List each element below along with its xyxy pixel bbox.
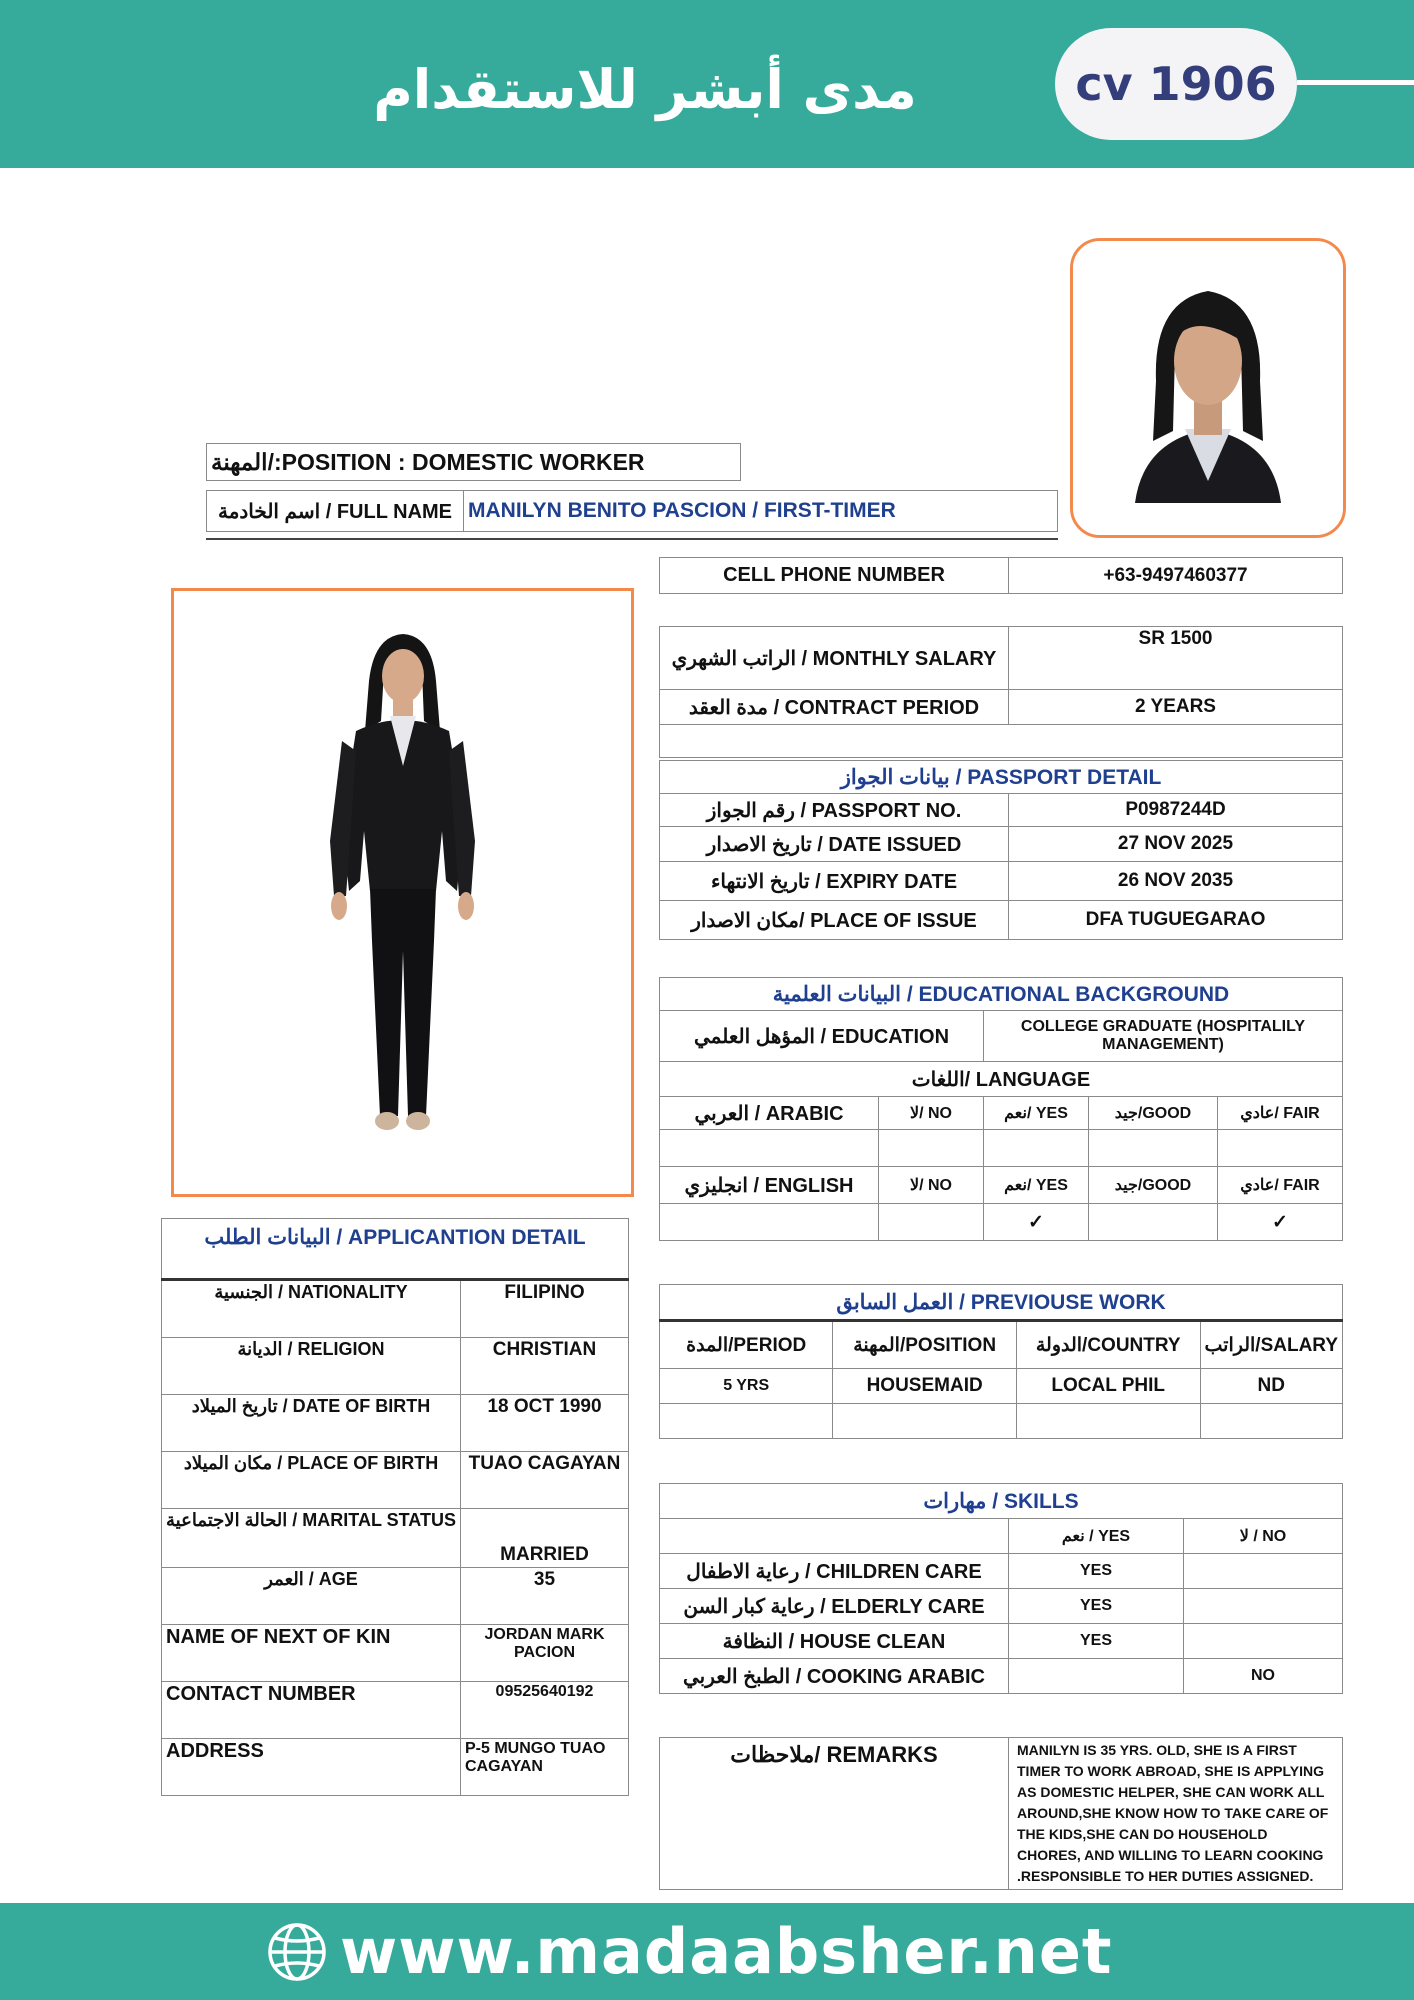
cell-phone-value: +63-9497460377 <box>1009 558 1343 594</box>
place-of-birth-value: TUAO CAGAYAN <box>461 1452 629 1509</box>
header-divider-line <box>1297 80 1414 85</box>
remarks-text: MANILYN IS 35 YRS. OLD, SHE IS A FIRST TIMER TO WORK ABROAD, SHE IS APPLYING AS DOMESTIC HELPER, SHE CAN WORK ALL AROUND,SHE KNOW HOW TO TAKE CARE OF THE KIDS,SHE CAN DO HOUSEHOLD CHORES, AND WILLING TO LEARN COOKING .RESPONSIBLE TO HER DUTIES ASSIGNED. <box>1009 1738 1343 1890</box>
arabic-fair-cell <box>1218 1130 1343 1167</box>
work-empty-cell <box>833 1404 1017 1439</box>
position-box <box>206 443 741 481</box>
date-issued-label: تاريخ الاصدار / DATE ISSUED <box>660 827 1009 862</box>
education-label: المؤهل العلمي / EDUCATION <box>660 1011 984 1062</box>
arabic-yes-cell <box>984 1130 1089 1167</box>
contract-period-value: 2 YEARS <box>1009 690 1343 725</box>
education-title: البيانات العلمية / EDUCATIONAL BACKGROUND <box>660 978 1343 1011</box>
skills-blank-header <box>660 1519 1009 1554</box>
salary-table <box>659 626 1343 758</box>
remarks-label: ملاحظات/ REMARKS <box>660 1738 1009 1890</box>
website-link[interactable]: www.madaabsher.net <box>340 1915 1113 1988</box>
elderly-care-label: رعاية كبار السن / ELDERLY CARE <box>660 1589 1009 1624</box>
address-value: P-5 MUNGO TUAO CAGAYAN <box>461 1739 629 1796</box>
expiry-date-label: تاريخ الانتهاء / EXPIRY DATE <box>660 862 1009 901</box>
english-fair-header: عادي/ FAIR <box>1218 1167 1343 1204</box>
contract-period-label: مدة العقد / CONTRACT PERIOD <box>660 690 1009 725</box>
education-value: COLLEGE GRADUATE (HOSPITALILY MANAGEMENT) <box>984 1011 1343 1062</box>
full-body-photo <box>171 588 634 1197</box>
marital-status-value: MARRIED <box>461 1509 629 1568</box>
name-underline <box>206 538 1058 540</box>
english-label: انجليزي / ENGLISH <box>660 1167 879 1204</box>
monthly-salary-value: SR 1500 <box>1009 627 1343 690</box>
cell-phone-table <box>659 557 1343 594</box>
arabic-label: العربي / ARABIC <box>660 1097 879 1130</box>
english-no-header: لا/ NO <box>879 1167 984 1204</box>
age-value: 35 <box>461 1568 629 1625</box>
skills-table <box>659 1483 1343 1694</box>
arabic-fair-header: عادي/ FAIR <box>1218 1097 1343 1130</box>
date-issued-value: 27 NOV 2025 <box>1009 827 1343 862</box>
age-label: العمر / AGE <box>162 1568 461 1625</box>
arabic-good-header: جيد/GOOD <box>1089 1097 1218 1130</box>
english-good-cell <box>1089 1204 1218 1241</box>
agency-title: مدى أبشر للاستقدام <box>373 58 917 121</box>
period-header: المدة/PERIOD <box>660 1321 833 1369</box>
skills-no-header: لا / NO <box>1184 1519 1343 1554</box>
children-care-no <box>1184 1554 1343 1589</box>
english-yes-check: ✓ <box>984 1204 1089 1241</box>
spacer-row <box>660 725 1343 758</box>
application-table <box>161 1218 629 1796</box>
english-no-cell <box>879 1204 984 1241</box>
place-of-issue-label: مكان الاصدار/ PLACE OF ISSUE <box>660 901 1009 940</box>
application-title: البيانات الطلب / APPLICANTION DETAIL <box>162 1219 629 1280</box>
language-title: اللغات/ LANGUAGE <box>660 1062 1343 1097</box>
contact-number-label: CONTACT NUMBER <box>162 1682 461 1739</box>
cooking-arabic-yes <box>1009 1659 1184 1694</box>
next-of-kin-label: NAME OF NEXT OF KIN <box>162 1625 461 1682</box>
passport-no-label: رقم الجواز / PASSPORT NO. <box>660 794 1009 827</box>
children-care-yes: YES <box>1009 1554 1184 1589</box>
nationality-value: FILIPINO <box>461 1280 629 1338</box>
full-name-value: MANILYN BENITO PASCION / FIRST-TIMER <box>464 491 1058 532</box>
date-of-birth-value: 18 OCT 1990 <box>461 1395 629 1452</box>
expiry-date-value: 26 NOV 2035 <box>1009 862 1343 901</box>
arabic-blank-cell <box>660 1130 879 1167</box>
full-name-table <box>206 490 1058 532</box>
religion-label: الديانة / RELIGION <box>162 1338 461 1395</box>
position-text: المهنة/:POSITION : DOMESTIC WORKER <box>207 444 741 481</box>
cell-phone-label: CELL PHONE NUMBER <box>660 558 1009 594</box>
house-clean-no <box>1184 1624 1343 1659</box>
contact-number-value: 09525640192 <box>461 1682 629 1739</box>
arabic-yes-header: نعم/ YES <box>984 1097 1089 1130</box>
work-empty-cell <box>1016 1404 1200 1439</box>
full-name-label: اسم الخادمة / FULL NAME <box>207 491 464 532</box>
marital-status-label: الحالة الاجتماعية / MARITAL STATUS <box>162 1509 461 1568</box>
arabic-no-header: لا/ NO <box>879 1097 984 1130</box>
elderly-care-yes: YES <box>1009 1589 1184 1624</box>
nationality-label: الجنسية / NATIONALITY <box>162 1280 461 1338</box>
position-header: المهنة/POSITION <box>833 1321 1017 1369</box>
house-clean-label: النظافة / HOUSE CLEAN <box>660 1624 1009 1659</box>
cooking-arabic-label: الطبخ العربي / COOKING ARABIC <box>660 1659 1009 1694</box>
date-of-birth-label: تاريخ الميلاد / DATE OF BIRTH <box>162 1395 461 1452</box>
salary-header: الراتب/SALARY <box>1200 1321 1342 1369</box>
remarks-table <box>659 1737 1343 1890</box>
work-empty-cell <box>1200 1404 1342 1439</box>
skills-title: مهارات / SKILLS <box>660 1484 1343 1519</box>
work-period-cell: 5 YRS <box>660 1369 833 1404</box>
house-clean-yes: YES <box>1009 1624 1184 1659</box>
skills-yes-header: نعم / YES <box>1009 1519 1184 1554</box>
english-yes-header: نعم/ YES <box>984 1167 1089 1204</box>
english-blank-cell <box>660 1204 879 1241</box>
passport-no-value: P0987244D <box>1009 794 1343 827</box>
work-empty-cell <box>660 1404 833 1439</box>
arabic-good-cell <box>1089 1130 1218 1167</box>
passport-title: بيانات الجواز / PASSPORT DETAIL <box>660 761 1343 794</box>
next-of-kin-value: JORDAN MARK PACION <box>461 1625 629 1682</box>
education-table <box>659 977 1343 1241</box>
passport-table <box>659 760 1343 940</box>
country-header: الدولة/COUNTRY <box>1016 1321 1200 1369</box>
previous-work-table <box>659 1284 1343 1439</box>
children-care-label: رعاية الاطفال / CHILDREN CARE <box>660 1554 1009 1589</box>
cooking-arabic-no: NO <box>1184 1659 1343 1694</box>
cv-number-badge: cv 1906 <box>1055 28 1297 140</box>
globe-icon <box>266 1921 328 1983</box>
monthly-salary-label: الراتب الشهري / MONTHLY SALARY <box>660 627 1009 690</box>
english-good-header: جيد/GOOD <box>1089 1167 1218 1204</box>
english-fair-check: ✓ <box>1218 1204 1343 1241</box>
portrait-photo <box>1070 238 1346 538</box>
work-position-cell: HOUSEMAID <box>833 1369 1017 1404</box>
place-of-birth-label: مكان الميلاد / PLACE OF BIRTH <box>162 1452 461 1509</box>
elderly-care-no <box>1184 1589 1343 1624</box>
work-country-cell: LOCAL PHIL <box>1016 1369 1200 1404</box>
address-label: ADDRESS <box>162 1739 461 1796</box>
work-salary-cell: ND <box>1200 1369 1342 1404</box>
previous-work-title: العمل السابق / PREVIOUSE WORK <box>660 1285 1343 1321</box>
religion-value: CHRISTIAN <box>461 1338 629 1395</box>
place-of-issue-value: DFA TUGUEGARAO <box>1009 901 1343 940</box>
arabic-no-cell <box>879 1130 984 1167</box>
